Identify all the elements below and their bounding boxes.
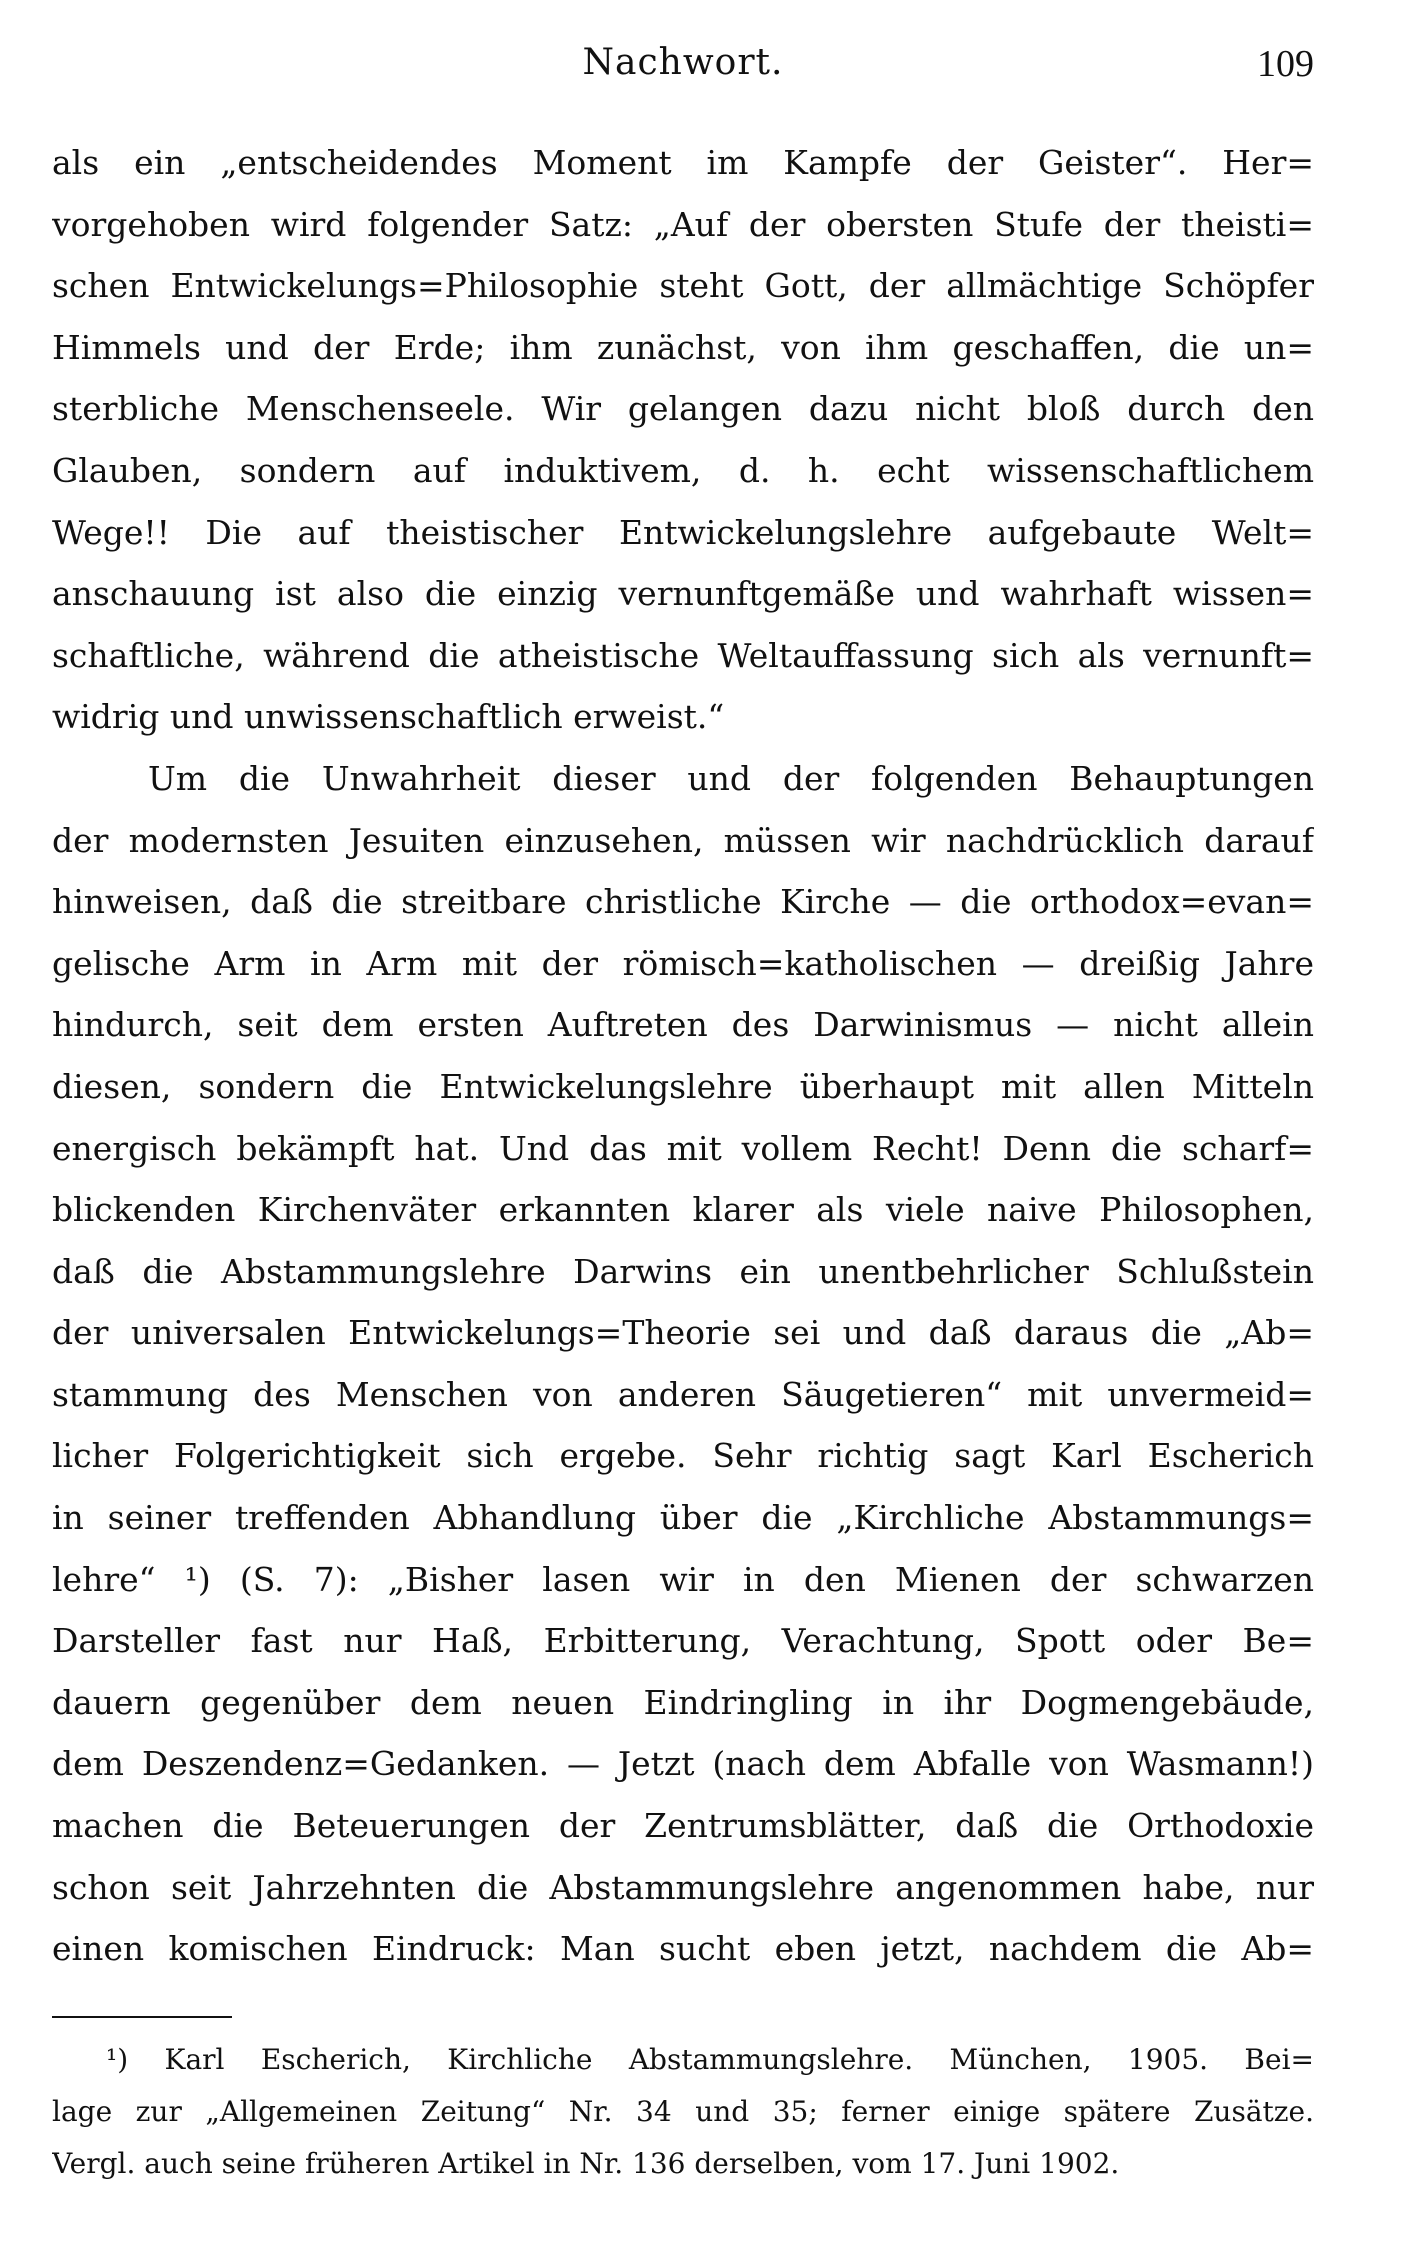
text-line: einen komischen Eindruck: Man sucht eben jetzt, nachdem die Ab= — [52, 1929, 1314, 1969]
text-line: Glauben, sondern auf induktivem, d. h. echt wissenschaftlichem — [52, 450, 1314, 490]
text-line: anschauung ist also die einzig vernunftgemäße und wahrhaft wissen= — [52, 574, 1314, 614]
running-title: Nachwort. — [582, 42, 784, 83]
text-line: dem Deszendenz=Gedanken. — Jetzt (nach dem Abfalle von Wasmann!) — [52, 1744, 1314, 1784]
text-line: daß die Abstammungslehre Darwins ein unentbehrlicher Schlußstein — [52, 1251, 1314, 1291]
text-line: diesen, sondern die Entwickelungslehre überhaupt mit allen Mitteln — [52, 1066, 1314, 1106]
text-line: Darsteller fast nur Haß, Erbitterung, Verachtung, Spott oder Be= — [52, 1621, 1314, 1661]
footnote-line: ¹) Karl Escherich, Kirchliche Abstammungslehre. München, 1905. Bei= — [106, 2043, 1314, 2076]
footnote-line: lage zur „Allgemeinen Zeitung“ Nr. 34 und 35; ferner einige spätere Zusätze. — [52, 2095, 1314, 2128]
text-line: hinweisen, daß die streitbare christliche Kirche — die orthodox=evan= — [52, 882, 1314, 922]
footnotes — [52, 2034, 1314, 2190]
text-line: Um die Unwahrheit dieser und der folgenden Behauptungen — [148, 758, 1314, 798]
text-line: in seiner treffenden Abhandlung über die „Kirchliche Abstammungs= — [52, 1498, 1314, 1538]
text-line: als ein „entscheidendes Moment im Kampfe der Geister“. Her= — [52, 143, 1314, 182]
page-number: 109 — [1257, 43, 1314, 85]
text-line: widrig und unwissenschaftlich erweist.“ — [52, 697, 725, 737]
footnote-line: Vergl. auch seine früheren Artikel in Nr. 136 derselben, vom 17. Juni 1902. — [52, 2147, 1120, 2180]
text-line: blickenden Kirchenväter erkannten klarer als viele naive Philosophen, — [52, 1190, 1314, 1230]
text-line: schaftliche, während die atheistische Weltauffassung sich als vernunft= — [52, 635, 1314, 675]
text-line: der universalen Entwickelungs=Theorie sei und daß daraus die „Ab= — [52, 1313, 1314, 1353]
text-line: der modernsten Jesuiten einzusehen, müssen wir nachdrücklich darauf — [52, 820, 1314, 860]
text-line: hindurch, seit dem ersten Auftreten des Darwinismus — nicht allein — [52, 1005, 1314, 1045]
page-header — [52, 42, 1314, 102]
text-line: vorgehoben wird folgender Satz: „Auf der obersten Stufe der theisti= — [52, 204, 1314, 244]
body-text — [52, 132, 1314, 1980]
text-line: Wege!! Die auf theistischer Entwickelungslehre aufgebaute Welt= — [52, 512, 1314, 552]
text-line: dauern gegenüber dem neuen Eindringling in ihr Dogmengebäude, — [52, 1682, 1314, 1722]
text-line: Himmels und der Erde; ihm zunächst, von ihm geschaffen, die un= — [52, 327, 1314, 367]
text-line: schen Entwickelungs=Philosophie steht Gott, der allmächtige Schöpfer — [52, 266, 1314, 306]
text-line: lehre“ ¹) (S. 7): „Bisher lasen wir in den Mienen der schwarzen — [52, 1559, 1314, 1599]
text-line: schon seit Jahrzehnten die Abstammungslehre angenommen habe, nur — [52, 1867, 1314, 1907]
text-line: sterbliche Menschenseele. Wir gelangen dazu nicht bloß durch den — [52, 389, 1314, 429]
text-line: stammung des Menschen von anderen Säugetieren“ mit unvermeid= — [52, 1374, 1314, 1414]
text-line: machen die Beteuerungen der Zentrumsblätter, daß die Orthodoxie — [52, 1806, 1314, 1846]
text-line: energisch bekämpft hat. Und das mit vollem Recht! Denn die scharf= — [52, 1128, 1314, 1168]
text-line: licher Folgerichtigkeit sich ergebe. Sehr richtig sagt Karl Escherich — [52, 1436, 1314, 1476]
footnote-divider — [52, 2016, 232, 2018]
text-line: gelische Arm in Arm mit der römisch=katholischen — dreißig Jahre — [52, 943, 1314, 983]
